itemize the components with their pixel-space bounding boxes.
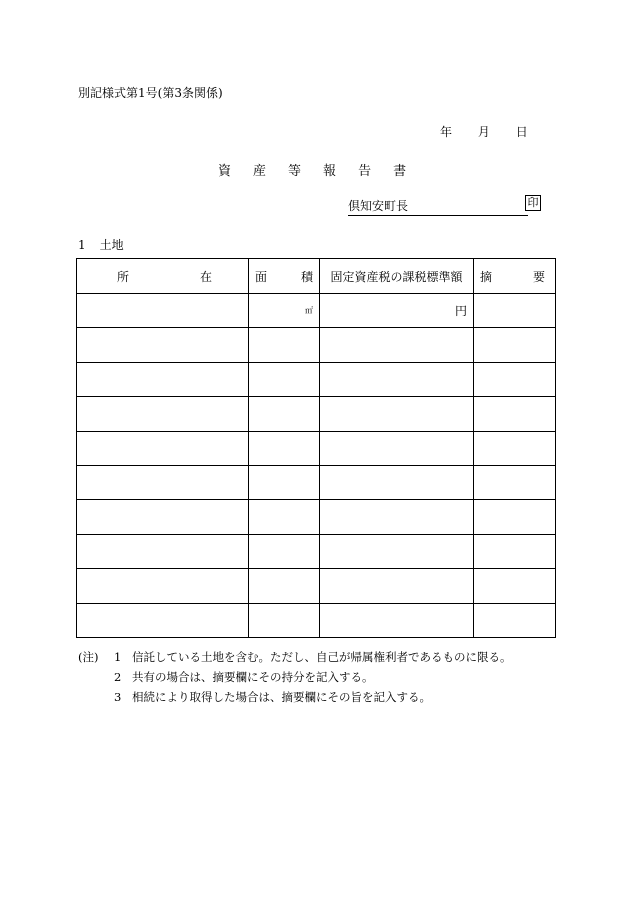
location-cell[interactable] <box>77 534 249 568</box>
table-row <box>77 397 556 431</box>
tax-value-cell[interactable] <box>320 328 474 362</box>
area-cell[interactable] <box>249 328 320 362</box>
remarks-cell[interactable] <box>474 500 556 534</box>
location-cell[interactable] <box>77 328 249 362</box>
tax-value-cell[interactable] <box>320 431 474 465</box>
notes-block <box>78 647 512 707</box>
header-area-char: 面 <box>255 269 268 284</box>
table-row <box>77 534 556 568</box>
remarks-cell[interactable] <box>474 603 556 637</box>
date-day-label: 日 <box>515 125 528 139</box>
header-area <box>249 259 320 294</box>
remarks-cell[interactable] <box>474 569 556 603</box>
area-cell[interactable] <box>249 500 320 534</box>
tax-value-cell[interactable] <box>320 569 474 603</box>
header-tax-value: 固定資産税の課税標準額 <box>320 259 474 294</box>
note-number: 1 <box>114 650 122 664</box>
date-month-label: 月 <box>477 125 490 139</box>
note-number: 3 <box>114 690 122 704</box>
location-cell[interactable] <box>77 569 249 603</box>
note-item <box>78 667 512 687</box>
tax-value-cell[interactable] <box>320 362 474 396</box>
section-label: 土地 <box>99 238 124 252</box>
title-char: 書 <box>393 164 429 179</box>
header-location <box>77 259 249 294</box>
table-row <box>77 431 556 465</box>
remarks-cell[interactable] <box>474 534 556 568</box>
notes-label: (注) <box>78 650 99 664</box>
document-title <box>218 160 428 179</box>
remarks-cell[interactable] <box>474 465 556 499</box>
table-row <box>77 569 556 603</box>
remarks-cell[interactable] <box>474 294 556 328</box>
table-row <box>77 294 556 328</box>
table-row <box>77 603 556 637</box>
area-cell[interactable] <box>249 534 320 568</box>
header-remarks <box>474 259 556 294</box>
location-cell[interactable] <box>77 362 249 396</box>
table-row <box>77 328 556 362</box>
land-ledger-table <box>76 258 556 638</box>
area-cell[interactable] <box>249 603 320 637</box>
title-char: 産 <box>253 164 289 179</box>
header-location-char: 所 <box>117 269 130 284</box>
title-char: 告 <box>358 164 394 179</box>
date-line <box>440 123 528 140</box>
note-text: 相続により取得した場合は、摘要欄にその旨を記入する。 <box>132 690 431 704</box>
location-cell[interactable] <box>77 465 249 499</box>
table-row <box>77 465 556 499</box>
location-cell[interactable] <box>77 500 249 534</box>
location-cell[interactable] <box>77 431 249 465</box>
note-text: 信託している土地を含む。ただし、自己が帰属権利者であるものに限る。 <box>132 650 512 664</box>
header-remarks-char: 摘 <box>480 269 493 284</box>
area-cell[interactable] <box>249 569 320 603</box>
area-cell[interactable] <box>249 362 320 396</box>
tax-value-cell[interactable] <box>320 534 474 568</box>
location-cell[interactable] <box>77 294 249 328</box>
section-heading <box>78 236 124 253</box>
section-number: 1 <box>78 238 86 252</box>
table-row <box>77 362 556 396</box>
header-area-char: 積 <box>300 269 313 284</box>
note-item <box>78 647 512 667</box>
area-cell[interactable] <box>249 431 320 465</box>
title-char: 資 <box>218 164 254 179</box>
table-header-row <box>77 259 556 294</box>
title-char: 等 <box>288 164 324 179</box>
area-cell[interactable] <box>249 465 320 499</box>
title-char: 報 <box>323 164 359 179</box>
tax-value-cell[interactable] <box>320 397 474 431</box>
form-number: 別記様式第1号(第3条関係) <box>78 86 223 100</box>
note-text: 共有の場合は、摘要欄にその持分を記入する。 <box>132 670 374 684</box>
remarks-cell[interactable] <box>474 397 556 431</box>
seal-mark: 印 <box>525 195 541 211</box>
location-cell[interactable] <box>77 603 249 637</box>
header-remarks-char: 要 <box>532 269 545 284</box>
note-item <box>78 687 512 707</box>
area-unit-cell[interactable]: ㎡ <box>249 294 320 328</box>
addressee: 倶知安町長 <box>348 197 528 216</box>
remarks-cell[interactable] <box>474 362 556 396</box>
tax-value-cell[interactable] <box>320 465 474 499</box>
remarks-cell[interactable] <box>474 431 556 465</box>
header-location-char: 在 <box>199 269 212 284</box>
area-cell[interactable] <box>249 397 320 431</box>
date-year-label: 年 <box>440 125 453 139</box>
note-number: 2 <box>114 670 122 684</box>
tax-value-unit-cell[interactable]: 円 <box>320 294 474 328</box>
remarks-cell[interactable] <box>474 328 556 362</box>
table-row <box>77 500 556 534</box>
location-cell[interactable] <box>77 397 249 431</box>
tax-value-cell[interactable] <box>320 500 474 534</box>
tax-value-cell[interactable] <box>320 603 474 637</box>
